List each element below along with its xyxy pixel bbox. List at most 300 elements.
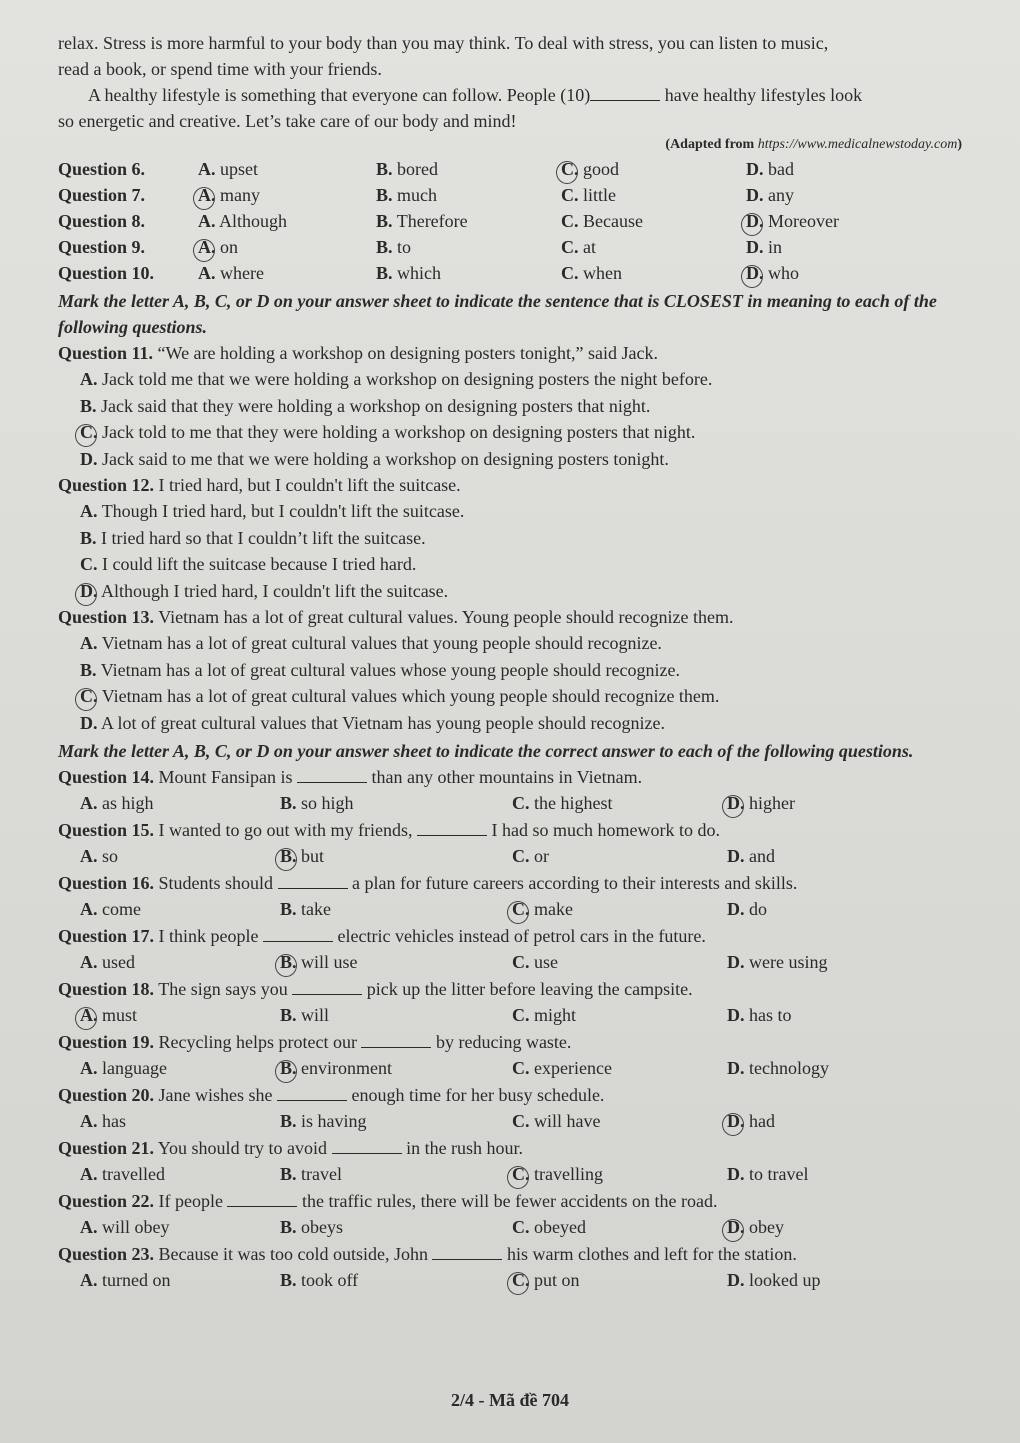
question-text: Because it was too cold outside, John [158, 1244, 428, 1264]
option-letter: C. [512, 952, 530, 972]
option-letter: C. [561, 237, 579, 257]
question-text: I wanted to go out with my friends, [158, 820, 413, 840]
option-text: Jack told me that we were holding a workshop on designing posters the night before. [102, 369, 713, 389]
options-row [58, 790, 962, 817]
option-letter: A. [198, 237, 216, 257]
answer-option [80, 1108, 280, 1135]
question-text: I tried hard, but I couldn't lift the suitcase. [158, 475, 461, 495]
option-letter: B. [280, 1058, 297, 1078]
answer-option [376, 234, 561, 260]
answer-option [58, 657, 962, 684]
answer-option [376, 208, 561, 234]
options-row [58, 949, 962, 976]
question-stem [58, 340, 962, 366]
option-text: when [583, 263, 622, 283]
question-number: Question 16. [58, 873, 155, 893]
question-text: I think people [158, 926, 259, 946]
option-letter: C. [512, 1270, 530, 1290]
option-text: obey [749, 1217, 784, 1237]
answer-option [512, 1108, 727, 1135]
option-letter: A. [198, 211, 216, 231]
answer-option [512, 843, 727, 870]
option-letter: C. [561, 159, 579, 179]
answer-blank [432, 1245, 502, 1260]
question-number: Question 12. [58, 475, 155, 495]
passage-line: read a book, or spend time with your friends. [58, 59, 382, 79]
options-row [58, 1108, 962, 1135]
answer-option [727, 1267, 927, 1294]
option-text: bad [768, 159, 794, 179]
option-text: might [534, 1005, 577, 1025]
answer-option [561, 208, 746, 234]
cloze-row [58, 234, 962, 260]
passage-text: A healthy lifestyle is something that everyone can follow. People (10) [88, 85, 591, 105]
question-number: Question 22. [58, 1191, 155, 1211]
answer-option [58, 683, 962, 710]
answer-option [280, 843, 512, 870]
answer-option [727, 1214, 927, 1241]
question-number: Question 19. [58, 1032, 155, 1052]
option-text: use [534, 952, 558, 972]
options-row [58, 1055, 962, 1082]
option-text: Although [219, 211, 288, 231]
option-letter: A. [80, 846, 98, 866]
source-citation [58, 134, 962, 156]
option-letter: C. [512, 899, 530, 919]
option-letter: A. [80, 952, 98, 972]
passage-line: so energetic and creative. Let’s take care of our body and mind! [58, 111, 517, 131]
options-row [58, 1214, 962, 1241]
option-letter: B. [280, 899, 297, 919]
answer-option [376, 182, 561, 208]
option-letter: C. [80, 422, 98, 442]
answer-option [280, 1267, 512, 1294]
answer-option [727, 843, 927, 870]
option-letter: D. [727, 899, 745, 919]
answer-option [727, 896, 927, 923]
question-text: by reducing waste. [435, 1032, 572, 1052]
reading-passage [58, 30, 962, 156]
question-number: Question 21. [58, 1138, 155, 1158]
option-text: must [102, 1005, 138, 1025]
source-url: https://www.medicalnewstoday.com [757, 137, 958, 152]
option-letter: C. [512, 846, 530, 866]
answer-option [512, 1002, 727, 1029]
option-text: will use [301, 952, 358, 972]
answer-option [80, 843, 280, 870]
answer-option [58, 498, 962, 525]
answer-option [512, 1214, 727, 1241]
option-text: language [102, 1058, 167, 1078]
option-letter: C. [512, 1164, 530, 1184]
answer-blank [361, 1033, 431, 1048]
option-letter: C. [561, 211, 579, 231]
option-letter: C. [561, 263, 579, 283]
closest-meaning-questions [58, 340, 962, 736]
passage-line: relax. Stress is more harmful to your body than you may think. To deal with stress, you can listen to music, [58, 33, 829, 53]
question-text: electric vehicles instead of petrol cars in the future. [337, 926, 706, 946]
answer-option [280, 1002, 512, 1029]
option-text: the highest [534, 793, 613, 813]
option-text: Vietnam has a lot of great cultural values that young people should recognize. [101, 633, 662, 653]
option-text: any [768, 185, 794, 205]
answer-option [727, 1161, 927, 1188]
answer-option [512, 949, 727, 976]
answer-option [280, 1214, 512, 1241]
option-text: A lot of great cultural values that Vietnam has young people should recognize. [101, 712, 665, 733]
passage-text: have healthy lifestyles look [664, 85, 863, 105]
answer-option [80, 1214, 280, 1241]
answer-option [280, 949, 512, 976]
cloze-row [58, 208, 962, 234]
option-text: in [768, 237, 783, 257]
option-text: good [583, 159, 619, 179]
answer-option [80, 1161, 280, 1188]
option-letter: A. [80, 1058, 98, 1078]
answer-option [80, 949, 280, 976]
question-text: enough time for her busy schedule. [351, 1085, 605, 1105]
answer-option [80, 1002, 280, 1029]
option-text: many [220, 185, 260, 205]
option-letter: D. [727, 793, 745, 813]
option-letter: D. [727, 952, 745, 972]
option-text: higher [749, 793, 795, 813]
option-letter: C. [80, 686, 98, 706]
option-text: to travel [749, 1164, 809, 1184]
option-letter: C. [512, 1111, 530, 1131]
option-letter: D. [727, 1111, 745, 1131]
question-stem [58, 870, 962, 896]
answer-option [280, 790, 512, 817]
option-text: on [220, 237, 238, 257]
answer-option [58, 419, 962, 446]
option-text: travel [301, 1164, 342, 1184]
question-number: Question 6. [58, 159, 146, 179]
answer-option [561, 182, 746, 208]
answer-option [280, 1055, 512, 1082]
options-row [58, 1002, 962, 1029]
question-text: his warm clothes and left for the station. [506, 1244, 797, 1264]
answer-blank [297, 768, 367, 783]
option-text: turned on [102, 1270, 171, 1290]
answer-option [198, 208, 376, 234]
option-letter: A. [80, 899, 98, 919]
option-text: Though I tried hard, but I couldn't lift the suitcase. [101, 501, 465, 521]
option-letter: C. [512, 1005, 530, 1025]
question-text: Students should [158, 873, 274, 893]
answer-option [198, 156, 376, 182]
answer-option [727, 790, 927, 817]
answer-option [746, 260, 926, 286]
option-text: used [102, 952, 135, 972]
answer-option [80, 896, 280, 923]
option-letter: B. [280, 793, 297, 813]
answer-option [512, 1267, 727, 1294]
answer-option [80, 790, 280, 817]
question-stem [58, 1082, 962, 1108]
option-text: I could lift the suitcase because I tried hard. [102, 554, 417, 574]
option-letter: A. [80, 1111, 98, 1131]
question-stem [58, 472, 962, 498]
answer-blank [292, 980, 362, 995]
question-text: than any other mountains in Vietnam. [371, 767, 643, 787]
answer-option [58, 446, 962, 473]
option-text: do [749, 899, 767, 919]
answer-option [280, 1108, 512, 1135]
question-text: the traffic rules, there will be fewer accidents on the road. [301, 1191, 718, 1211]
answer-option [727, 949, 927, 976]
question-number: Question 13. [58, 607, 155, 627]
option-letter: B. [280, 1164, 297, 1184]
option-text: experience [534, 1058, 612, 1078]
question-text: Vietnam has a lot of great cultural values. Young people should recognize them. [158, 607, 734, 627]
answer-blank [332, 1139, 402, 1154]
answer-option [512, 1161, 727, 1188]
option-text: technology [749, 1058, 829, 1078]
option-text: Vietnam has a lot of great cultural values whose young people should recognize. [100, 659, 680, 680]
option-text: obeyed [534, 1217, 586, 1237]
option-letter: D. [746, 185, 764, 205]
option-letter: A. [80, 1164, 98, 1184]
option-text: will [301, 1005, 330, 1025]
question-stem [58, 976, 962, 1002]
option-letter: D. [727, 1005, 745, 1025]
option-text: Vietnam has a lot of great cultural values which young people should recognize them. [101, 686, 720, 706]
option-letter: D. [80, 712, 98, 733]
option-text: had [749, 1111, 775, 1131]
option-text: or [534, 846, 549, 866]
option-letter: D. [727, 1164, 745, 1184]
option-letter: D. [746, 211, 764, 231]
section-instruction: Mark the letter A, B, C, or D on your answer sheet to indicate the correct answer to each of the following questions. [58, 741, 914, 761]
option-text: little [583, 185, 616, 205]
answer-option [727, 1002, 927, 1029]
answer-option [58, 630, 962, 657]
question-text: You should try to avoid [157, 1138, 328, 1158]
option-text: obeys [301, 1217, 344, 1237]
answer-option [512, 1055, 727, 1082]
option-text: has [102, 1111, 126, 1131]
question-text: The sign says you [158, 979, 288, 999]
option-letter: B. [376, 237, 393, 257]
answer-option [561, 156, 746, 182]
answer-option [727, 1055, 927, 1082]
page-footer: 2/4 - Mã đề 704 [451, 1390, 569, 1410]
question-number: Question 9. [58, 237, 146, 257]
option-text: which [397, 263, 442, 283]
question-text: If people [158, 1191, 223, 1211]
option-letter: A. [198, 263, 216, 283]
option-letter: D. [746, 159, 764, 179]
option-text: travelled [102, 1164, 165, 1184]
question-number: Question 10. [58, 263, 155, 283]
answer-option [746, 234, 926, 260]
option-text: much [397, 185, 438, 205]
question-text: a plan for future careers according to their interests and skills. [352, 873, 798, 893]
question-text: in the rush hour. [406, 1138, 524, 1158]
answer-option [746, 156, 926, 182]
option-text: so [102, 846, 119, 866]
option-text: take [301, 899, 331, 919]
option-text: Although I tried hard, I couldn't lift the suitcase. [101, 580, 449, 601]
question-number: Question 18. [58, 979, 155, 999]
question-stem [58, 1029, 962, 1055]
option-letter: B. [280, 1005, 297, 1025]
option-text: Because [583, 211, 643, 231]
option-letter: D. [80, 580, 98, 601]
question-text: Jane wishes she [158, 1085, 273, 1105]
option-text: as high [102, 793, 154, 813]
answer-option [727, 1108, 927, 1135]
option-text: bored [397, 159, 438, 179]
option-letter: A. [80, 1005, 98, 1025]
cloze-row [58, 156, 962, 182]
option-text: is having [301, 1111, 367, 1131]
option-text: at [583, 237, 596, 257]
answer-option [746, 208, 926, 234]
option-letter: A. [80, 793, 98, 813]
question-stem [58, 764, 962, 790]
answer-option [58, 525, 962, 552]
option-text: I tried hard so that I couldn’t lift the suitcase. [101, 527, 426, 548]
option-text: Moreover [768, 211, 839, 231]
answer-option [376, 156, 561, 182]
question-text: I had so much homework to do. [491, 820, 720, 840]
option-letter: C. [561, 185, 579, 205]
answer-option [58, 393, 962, 420]
option-text: where [220, 263, 264, 283]
option-letter: C. [512, 1217, 530, 1237]
option-letter: A. [80, 1270, 98, 1290]
answer-option [80, 1055, 280, 1082]
option-text: Therefore [396, 211, 468, 231]
question-text: Recycling helps protect our [158, 1032, 357, 1052]
answer-option [198, 260, 376, 286]
options-row [58, 1267, 962, 1294]
answer-option [376, 260, 561, 286]
answer-blank [417, 821, 487, 836]
option-letter: D. [746, 263, 764, 283]
option-letter: C. [512, 1058, 530, 1078]
option-text: so high [301, 793, 354, 813]
option-text: who [768, 263, 799, 283]
option-text: make [534, 899, 573, 919]
question-number: Question 15. [58, 820, 155, 840]
option-letter: A. [80, 633, 98, 653]
option-letter: A. [80, 1217, 98, 1237]
multiple-choice-questions [58, 764, 962, 1294]
question-stem [58, 1135, 962, 1161]
option-text: put on [534, 1270, 580, 1290]
option-text: Jack said to me that we were holding a workshop on designing posters tonight. [102, 448, 669, 469]
option-letter: B. [280, 952, 297, 972]
option-text: environment [301, 1058, 392, 1078]
option-letter: B. [280, 846, 297, 866]
source-suffix: ) [957, 137, 962, 152]
option-letter: B. [376, 185, 393, 205]
answer-blank [590, 86, 660, 101]
option-letter: B. [80, 659, 97, 680]
option-text: travelling [534, 1164, 603, 1184]
section-instruction: Mark the letter A, B, C, or D on your answer sheet to indicate the sentence that is CLOSEST in meaning to each of the following questions. [58, 291, 937, 337]
answer-option [198, 234, 376, 260]
question-stem [58, 1241, 962, 1267]
option-letter: D. [80, 448, 98, 469]
options-row [58, 843, 962, 870]
answer-blank [278, 874, 348, 889]
question-number: Question 14. [58, 767, 155, 787]
option-text: looked up [749, 1270, 821, 1290]
option-text: upset [220, 159, 258, 179]
question-number: Question 8. [58, 211, 146, 231]
option-text: to [397, 237, 412, 257]
question-number: Question 11. [58, 343, 154, 363]
option-text: come [102, 899, 141, 919]
answer-option [512, 790, 727, 817]
question-stem [58, 923, 962, 949]
question-number: Question 7. [58, 185, 146, 205]
option-text: will obey [102, 1217, 170, 1237]
option-letter: C. [512, 793, 530, 813]
option-letter: B. [376, 211, 393, 231]
source-prefix: (Adapted from [665, 137, 758, 152]
options-row [58, 896, 962, 923]
option-text: Jack said that they were holding a workshop on designing posters that night. [101, 395, 651, 416]
question-stem [58, 604, 962, 630]
question-text: “We are holding a workshop on designing posters tonight,” said Jack. [157, 343, 658, 363]
option-letter: A. [80, 369, 98, 389]
question-number: Question 17. [58, 926, 155, 946]
option-letter: B. [280, 1270, 297, 1290]
option-text: took off [301, 1270, 359, 1290]
option-letter: A. [80, 501, 98, 521]
answer-option [58, 366, 962, 393]
option-letter: A. [198, 185, 216, 205]
answer-blank [263, 927, 333, 942]
answer-option [561, 260, 746, 286]
cloze-questions [58, 156, 962, 286]
answer-option [280, 896, 512, 923]
answer-option [512, 896, 727, 923]
option-text: has to [749, 1005, 792, 1025]
option-text: Jack told to me that they were holding a workshop on designing posters that night. [102, 422, 696, 442]
question-stem [58, 1188, 962, 1214]
option-letter: B. [80, 527, 97, 548]
options-row [58, 1161, 962, 1188]
answer-option [280, 1161, 512, 1188]
answer-option [58, 578, 962, 605]
option-letter: B. [80, 395, 97, 416]
option-letter: D. [727, 1217, 745, 1237]
answer-blank [227, 1192, 297, 1207]
cloze-row [58, 182, 962, 208]
cloze-row [58, 260, 962, 286]
option-letter: B. [280, 1111, 297, 1131]
question-stem [58, 817, 962, 843]
answer-option [561, 234, 746, 260]
question-text: pick up the litter before leaving the campsite. [366, 979, 693, 999]
answer-option [198, 182, 376, 208]
option-letter: D. [746, 237, 764, 257]
option-text: and [749, 846, 775, 866]
option-letter: D. [727, 1058, 745, 1078]
question-number: Question 20. [58, 1085, 155, 1105]
answer-option [746, 182, 926, 208]
option-letter: B. [376, 159, 393, 179]
option-letter: C. [80, 554, 98, 574]
option-letter: B. [280, 1217, 297, 1237]
answer-option [80, 1267, 280, 1294]
